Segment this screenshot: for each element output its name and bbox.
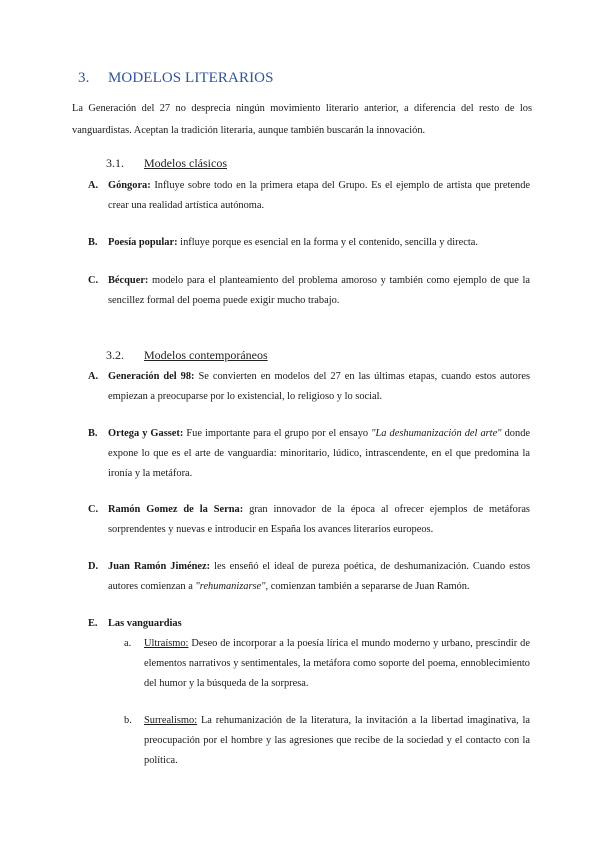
list-item-vanguardias [88,614,530,634]
item-text: influye porque es esencial en la forma y el contenido, sencilla y directa. [177,237,478,248]
item-name: Ortega y Gasset: [108,428,184,439]
subsection-heading-clasicos [106,156,227,171]
essay-title: "La deshumanización del arte" [371,428,502,439]
sub-text: La rehumanización de la literatura, la invitación a la libertad imaginativa, la preocupación por el hombre y las agresiones que recibe de la sociedad y el contacto con la política. [144,715,530,766]
item-letter: B. [88,428,98,439]
item-letter: E. [88,618,98,629]
item-name: Juan Ramón Jiménez: [108,561,211,572]
item-text: modelo para el planteamiento del problema amoroso y también como ejemplo de que la sencillez formal del poema puede exigir mucho trabajo. [108,275,530,306]
item-name: Góngora: [108,180,151,191]
subsection-number: 3.2. [106,348,124,362]
section-number: 3. [78,70,90,86]
item-name: Ramón Gomez de la Serna: [108,504,244,515]
item-name: Las vanguardias [108,618,182,629]
item-name: Bécquer: [108,275,149,286]
sub-name: Ultraísmo: [144,638,189,649]
list-item-becquer [88,271,530,311]
item-text: les enseñó el ideal de pureza poética, de deshumanización. Cuando estos autores comienzan a [108,561,530,592]
sublist-item-surrealismo [124,711,530,771]
section-title: MODELOS LITERARIOS [108,70,274,86]
list-item-gomez-serna [88,500,530,540]
intro-paragraph: La Generación del 27 no desprecia ningún movimiento literario anterior, a diferencia del resto de los vanguardistas. Aceptan la tradición literaria, aunque también buscarán la innovación. [72,103,532,136]
item-text: Influye sobre todo en la primera etapa del Grupo. Es el ejemplo de artista que pretende crear una realidad artística autónoma. [108,180,530,211]
item-text: Se convierten en modelos del 27 en las últimas etapas, cuando estos autores empiezan a preocuparse por lo existencial, lo religioso y lo social. [108,371,530,402]
list-item-generacion-98 [88,367,530,407]
sub-letter: a. [124,638,132,649]
list-item-gongora [88,176,530,216]
sub-name: Surrealismo: [144,715,198,726]
item-name: Generación del 98: [108,371,195,382]
item-name: Poesía popular: [108,237,178,248]
sub-letter: b. [124,715,132,726]
quoted-term: "rehumanizarse" [195,581,266,592]
item-text: gran innovador de la época al ofrecer ejemplos de metáforas sorprendentes y nuevas e introducir en España los avances literarios europeos. [108,504,530,535]
item-text-continued: , comienzan también a separarse de Juan Ramón. [265,581,470,592]
sublist-item-ultraismo [124,634,530,694]
item-letter: C. [88,275,99,286]
item-letter: A. [88,180,99,191]
list-item-juan-ramon [88,557,530,597]
section-heading [78,70,274,87]
item-text-continued: donde expone lo que es el arte de vanguardia: minoritario, lúdico, intrascendente, en el que predomina la ironía y la metáfora. [108,428,530,479]
subsection-title: Modelos clásicos [144,156,227,170]
subsection-number: 3.1. [106,156,124,170]
item-text: Fue importante para el grupo por el ensayo [183,428,372,439]
sub-text: Deseo de incorporar a la poesía lírica el mundo moderno y urbano, prescindir de elementos narrativos y sentimentales, la metáfora como soporte del poema, ennoblecimiento del humor y la búsqueda de la sorpresa. [144,638,530,689]
item-letter: B. [88,237,98,248]
subsection-heading-contemporaneos [106,348,268,363]
subsection-title: Modelos contemporáneos [144,348,268,362]
list-item-ortega [88,424,530,484]
list-item-poesia-popular [88,233,530,253]
item-letter: A. [88,371,99,382]
item-letter: D. [88,561,99,572]
item-letter: C. [88,504,99,515]
